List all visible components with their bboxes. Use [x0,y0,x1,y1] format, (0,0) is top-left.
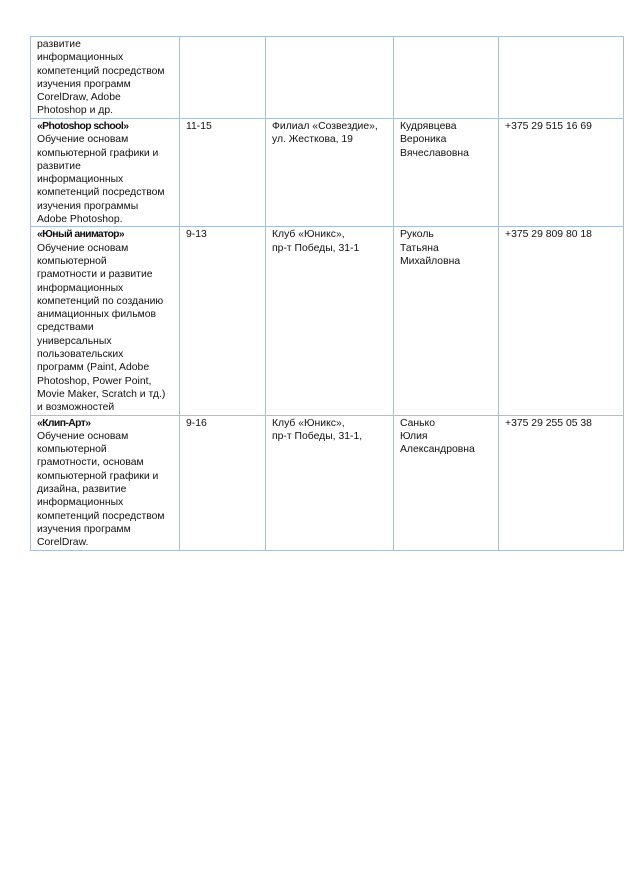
program-description: развитие информационных компетенций посредством изучения программ CorelDraw, Adobe Photoshop и др. [37,39,165,117]
phone-number: +375 29 255 05 38 [505,417,592,429]
place-cell [266,415,394,550]
teacher-name: Санько Юлия Александровна [400,417,475,456]
place-cell [266,227,394,415]
program-description: Обучение основам компьютерной графики и развитие информационных компетенций посредством изучения программы Adobe Photoshop. [37,134,165,226]
age-range: 9-13 [186,229,207,241]
place-address: Клуб «Юникс», пр-т Победы, 31-1, [272,417,363,442]
place-cell [266,119,394,227]
phone-cell [499,227,624,415]
table-row [31,227,624,415]
age-cell [180,227,266,415]
phone-cell [499,37,624,119]
age-cell [180,37,266,119]
program-title: «Photoshop school» [37,121,129,132]
program-title: «Юный аниматор» [37,229,125,241]
place-address: Клуб «Юникс», пр-т Победы, 31-1 [272,229,360,254]
program-description: Обучение основам компьютерной грамотности и развитие информационных компетенций по созданию анимационных фильмов средствами универсальных пользовательских программ (Paint, Adobe Photoshop, Power Point, Movie Maker, Scratch и тд.) и возможностей [37,242,166,414]
table-row [31,119,624,227]
teacher-cell [394,227,499,415]
age-range: 11-15 [186,121,212,132]
age-cell [180,119,266,227]
teacher-name: Кудрявцева Вероника Вячеславовна [400,121,469,159]
program-cell [31,119,180,227]
program-title: «Клип-Арт» [37,417,91,429]
program-cell [31,227,180,415]
phone-number: +375 29 809 80 18 [505,229,592,241]
age-range: 9-16 [186,417,207,429]
teacher-cell [394,37,499,119]
phone-number: +375 29 515 16 69 [505,121,592,132]
program-cell [31,415,180,550]
table-row [31,415,624,550]
place-cell [266,37,394,119]
teacher-name: Руколь Татьяна Михайловна [400,229,461,267]
place-address: Филиал «Созвездие», ул. Жесткова, 19 [272,121,378,146]
program-description: Обучение основам компьютерной грамотности, основам компьютерной графики и дизайна, развитие информационных компетенций посредством изучения программ CorelDraw. [37,430,165,549]
programs-table [30,36,624,551]
age-cell [180,415,266,550]
phone-cell [499,415,624,550]
teacher-cell [394,119,499,227]
teacher-cell [394,415,499,550]
phone-cell [499,119,624,227]
program-cell [31,37,180,119]
table-row [31,37,624,119]
